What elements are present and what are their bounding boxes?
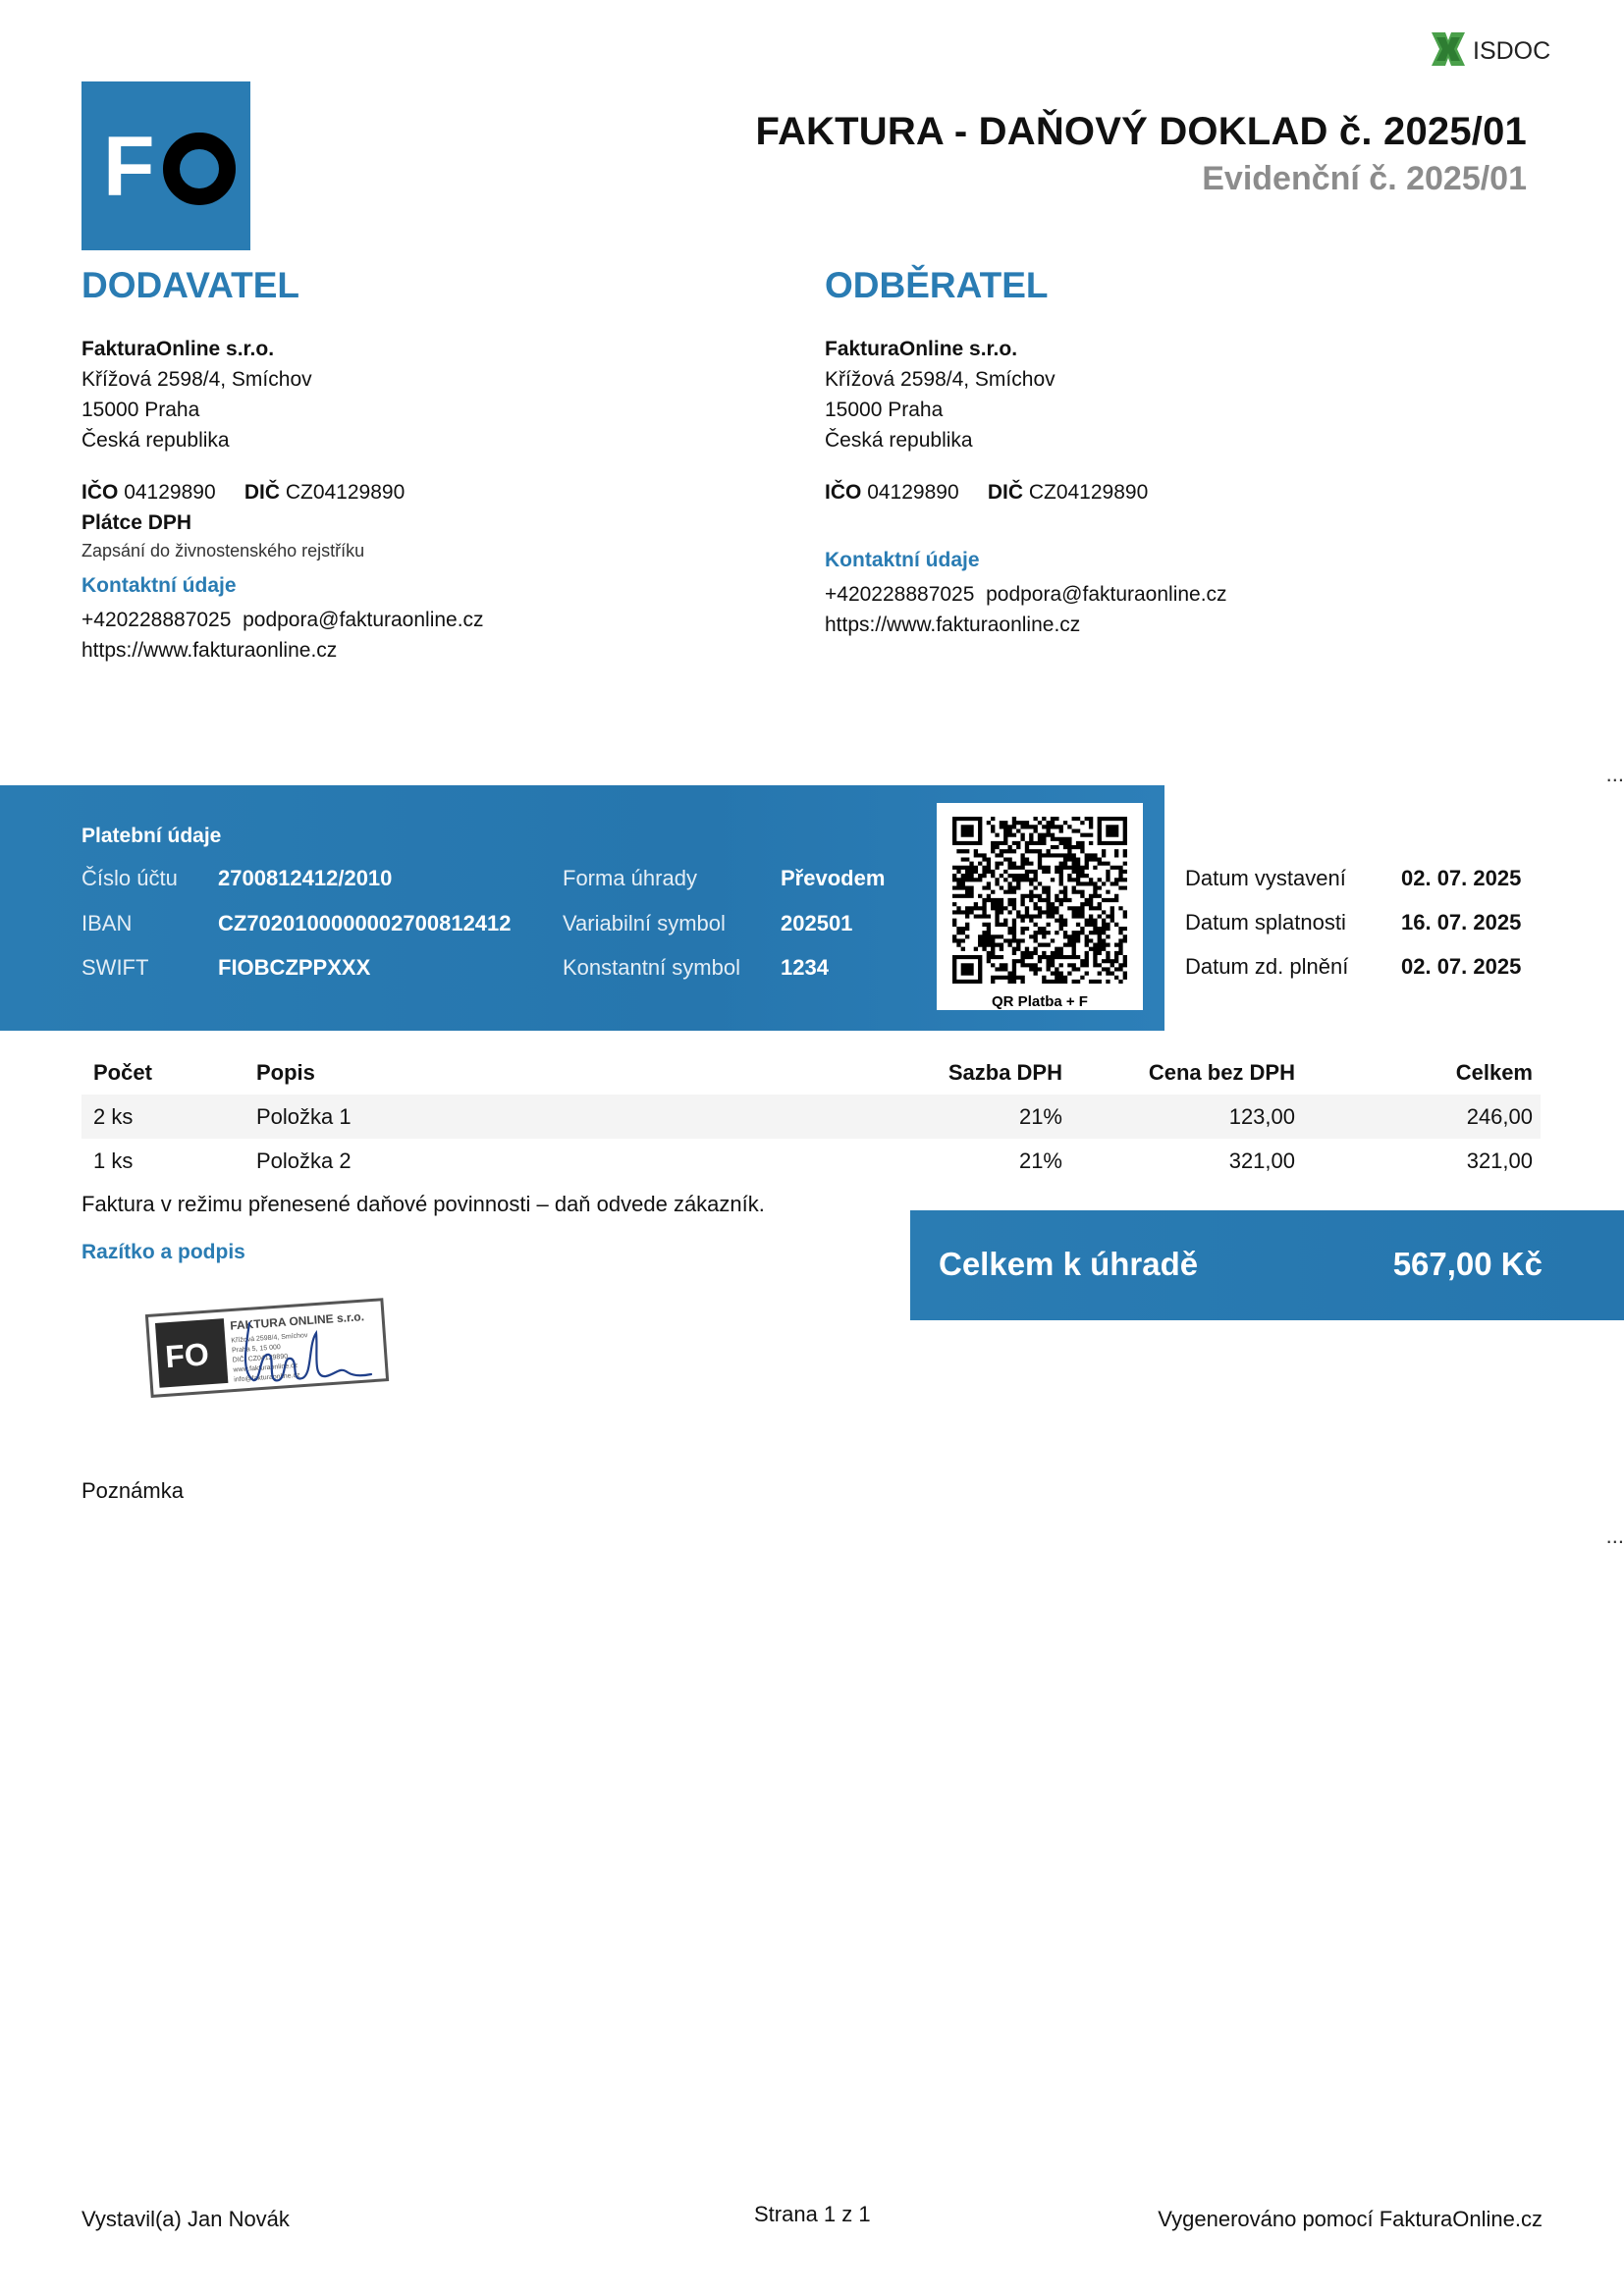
note-label: Poznámka <box>81 1478 184 1503</box>
iban-value: CZ7020100000002700812412 <box>218 911 512 935</box>
customer-dic: CZ04129890 <box>1028 481 1149 504</box>
swift-label: SWIFT <box>81 955 149 980</box>
isdoc-badge <box>1432 33 1550 69</box>
invoice-title-block <box>756 106 1527 200</box>
ellipsis-marker: ... <box>1605 762 1624 786</box>
supplier-dic: CZ04129890 <box>285 481 406 504</box>
supplier-phone: +420228887025 <box>81 609 232 631</box>
variable-symbol: 202501 <box>781 911 853 935</box>
qr-caption: QR Platba + F <box>992 993 1088 1010</box>
logo-letter-f: F <box>103 120 155 214</box>
isdoc-icon <box>1432 32 1465 71</box>
customer-dic-label: DIČ <box>987 481 1023 504</box>
item-price: 123,00 <box>1228 1104 1295 1129</box>
customer-phone: +420228887025 <box>825 583 975 606</box>
customer-ico-label: IČO <box>825 481 862 504</box>
supplier-dic-label: DIČ <box>244 481 280 504</box>
isdoc-label: ISDOC <box>1473 36 1551 65</box>
payment-method: Převodem <box>781 866 886 890</box>
supplier-heading: DODAVATEL <box>81 265 299 305</box>
supplier-street: Křížová 2598/4, Smíchov <box>81 368 312 391</box>
swift-value: FIOBCZPPXXX <box>218 955 371 980</box>
supplier-web[interactable]: https://www.fakturaonline.cz <box>81 639 338 662</box>
taxable-date-label: Datum zd. plnění <box>1185 954 1349 979</box>
company-logo <box>81 81 250 250</box>
item-total: 321,00 <box>1466 1148 1533 1173</box>
supplier-city: 15000 Praha <box>81 399 200 421</box>
logo-letter-o <box>163 133 236 205</box>
taxable-date: 02. 07. 2025 <box>1401 954 1522 979</box>
supplier-country: Česká republika <box>81 429 230 452</box>
item-total: 246,00 <box>1466 1104 1533 1129</box>
constant-symbol-label: Konstantní symbol <box>563 955 740 980</box>
qr-payment-code <box>937 803 1143 1010</box>
customer-heading: ODBĚRATEL <box>825 265 1049 305</box>
reverse-charge-note: Faktura v režimu přenesené daňové povinnosti – daň odvede zákazník. <box>81 1192 765 1216</box>
company-stamp <box>143 1294 393 1402</box>
stamp-heading: Razítko a podpis <box>81 1241 245 1263</box>
footer-page-number: Strana 1 z 1 <box>754 2202 871 2226</box>
due-date: 16. 07. 2025 <box>1401 910 1522 934</box>
col-total-header: Celkem <box>1455 1060 1533 1085</box>
iban-label: IBAN <box>81 911 133 935</box>
item-qty: 2 ks <box>93 1104 134 1129</box>
customer-city: 15000 Praha <box>825 399 944 421</box>
customer-email[interactable]: podpora@fakturaonline.cz <box>986 583 1227 606</box>
supplier-ico: 04129890 <box>124 481 216 504</box>
customer-contact-heading: Kontaktní údaje <box>825 549 980 571</box>
table-row <box>81 1139 1541 1183</box>
issue-date: 02. 07. 2025 <box>1401 866 1522 890</box>
constant-symbol: 1234 <box>781 955 829 980</box>
total-due-box <box>910 1210 1624 1320</box>
total-due-value: 567,00 Kč <box>1392 1246 1543 1282</box>
stamp-company: FAKTURA ONLINE s.r.o. <box>229 1309 365 1333</box>
customer-block <box>825 263 1335 640</box>
supplier-registry: Zapsání do živnostenského rejstříku <box>81 541 365 561</box>
stamp-line: Křížová 2598/4, Smíchov <box>231 1332 308 1345</box>
footer-generated-by: Vygenerováno pomocí FakturaOnline.cz <box>1158 2207 1543 2231</box>
col-price-header: Cena bez DPH <box>1148 1060 1295 1085</box>
items-table-header <box>81 1050 1541 1095</box>
customer-street: Křížová 2598/4, Smíchov <box>825 368 1056 391</box>
account-number: 2700812412/2010 <box>218 866 393 890</box>
due-date-label: Datum splatnosti <box>1185 910 1346 934</box>
item-desc: Položka 2 <box>256 1148 352 1173</box>
supplier-block <box>81 263 592 666</box>
customer-country: Česká republika <box>825 429 973 452</box>
variable-symbol-label: Variabilní symbol <box>563 911 726 935</box>
stamp-line: DIČ: CZ04129890 <box>232 1353 289 1364</box>
item-vat: 21% <box>1018 1104 1062 1129</box>
footer-issued-by: Vystavil(a) Jan Novák <box>81 2207 290 2231</box>
issue-date-label: Datum vystavení <box>1185 866 1346 890</box>
supplier-name: FakturaOnline s.r.o. <box>81 338 275 360</box>
item-price: 321,00 <box>1228 1148 1295 1173</box>
supplier-ids <box>81 477 592 507</box>
supplier-contact-line <box>81 605 592 635</box>
stamp-line: www.fakturaonline.cz <box>233 1362 298 1374</box>
stamp-line: Praha 5, 15 000 <box>231 1344 282 1355</box>
supplier-ico-label: IČO <box>81 481 119 504</box>
ellipsis-marker: ... <box>1605 1523 1624 1548</box>
col-qty-header: Počet <box>93 1060 152 1085</box>
item-desc: Položka 1 <box>256 1104 352 1129</box>
supplier-email[interactable]: podpora@fakturaonline.cz <box>243 609 484 631</box>
record-number: Evidenční č. 2025/01 <box>1202 160 1527 197</box>
payment-heading: Platební údaje <box>81 825 222 847</box>
table-row <box>81 1095 1541 1139</box>
item-vat: 21% <box>1018 1148 1062 1173</box>
customer-name: FakturaOnline s.r.o. <box>825 338 1018 360</box>
col-desc-header: Popis <box>256 1060 315 1085</box>
customer-contact-line <box>825 579 1335 610</box>
payment-method-label: Forma úhrady <box>563 866 697 890</box>
supplier-contact-heading: Kontaktní údaje <box>81 574 237 597</box>
col-vat-header: Sazba DPH <box>947 1060 1062 1085</box>
supplier-vat-status: Plátce DPH <box>81 511 192 534</box>
invoice-title: FAKTURA - DAŇOVÝ DOKLAD č. 2025/01 <box>755 110 1527 153</box>
customer-web[interactable]: https://www.fakturaonline.cz <box>825 614 1081 636</box>
items-table <box>81 1050 1541 1183</box>
item-qty: 1 ks <box>93 1148 134 1173</box>
account-label: Číslo účtu <box>81 866 178 890</box>
customer-ico: 04129890 <box>867 481 959 504</box>
total-due-label: Celkem k úhradě <box>939 1246 1199 1282</box>
qr-code-icon <box>952 817 1127 984</box>
customer-ids <box>825 477 1335 507</box>
stamp-logo: FO <box>164 1336 210 1375</box>
stamp-line: info@fakturaonline.cz <box>233 1371 300 1384</box>
